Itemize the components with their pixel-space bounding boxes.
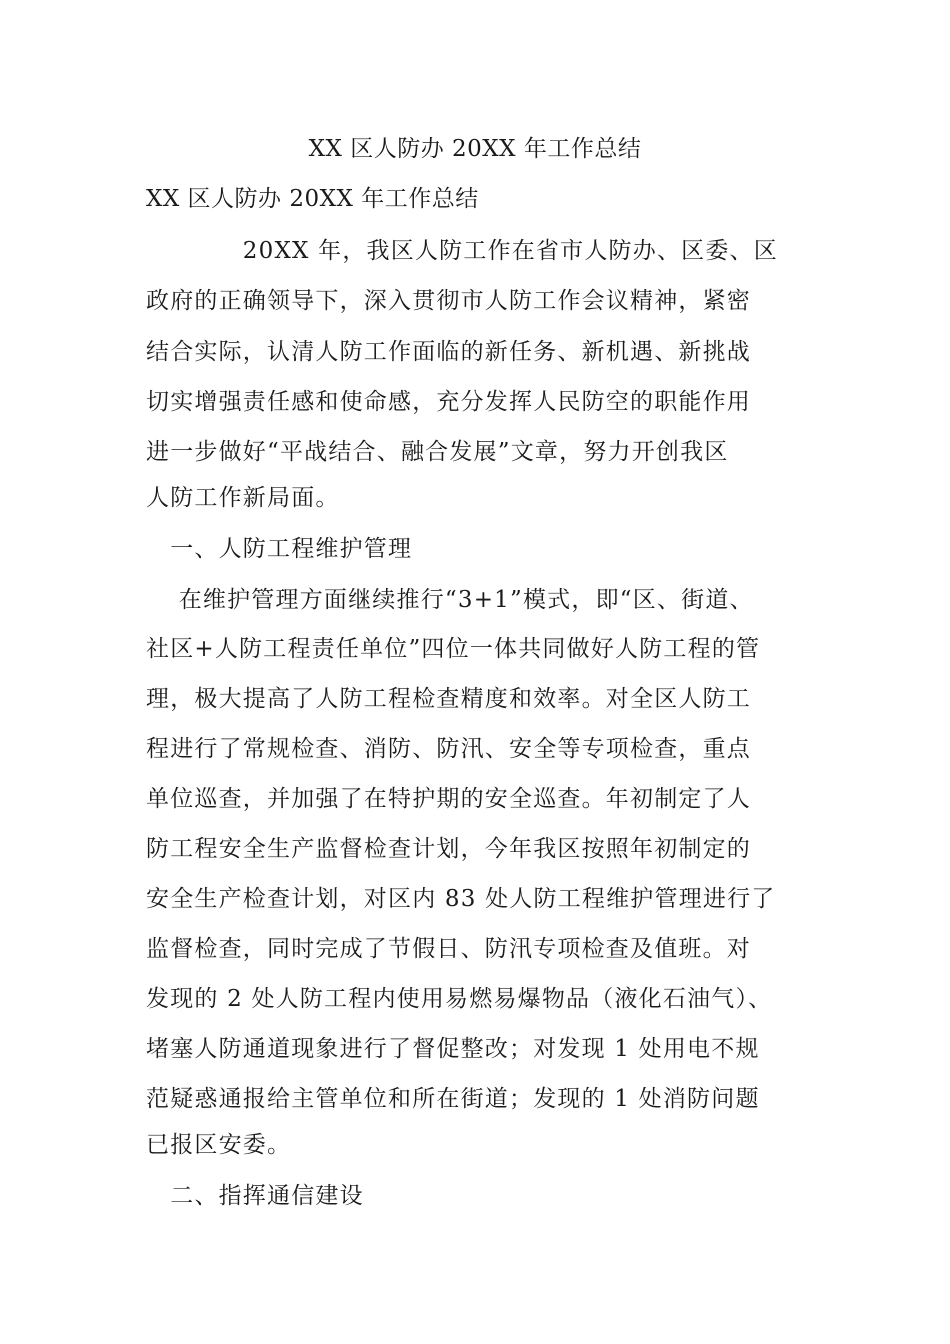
paragraph-line: 20XX 年，我区人防工作在省市人防办、区委、区	[146, 238, 778, 264]
paragraph-line: 程进行了常规检查、消防、防汛、安全等专项检查，重点	[146, 736, 751, 762]
paragraph-line: 监督检查，同时完成了节假日、防汛专项检查及值班。对	[146, 936, 751, 962]
paragraph-line: 防工程安全生产监督检查计划，今年我区按照年初制定的	[146, 836, 751, 862]
document-title: XX 区人防办 20XX 年工作总结	[308, 136, 642, 162]
section-heading: 二、指挥通信建设	[146, 1183, 364, 1209]
paragraph-line: 堵塞人防通道现象进行了督促整改；对发现 1 处用电不规	[146, 1036, 760, 1062]
paragraph-line: 安全生产检查计划，对区内 83 处人防工程维护管理进行了	[146, 886, 776, 912]
paragraph-line: 政府的正确领导下，深入贯彻市人防工作会议精神，紧密	[146, 288, 751, 314]
paragraph-line: 理，极大提高了人防工程检查精度和效率。对全区人防工	[146, 686, 751, 712]
paragraph-line: 进一步做好“平战结合、融合发展”文章，努力开创我区	[146, 439, 729, 465]
paragraph-line: 范疑惑通报给主管单位和所在街道；发现的 1 处消防问题	[146, 1086, 760, 1112]
paragraph-line: 人防工作新局面。	[146, 485, 340, 511]
section-heading: 一、人防工程维护管理	[146, 536, 413, 562]
paragraph-line: 单位巡查，并加强了在特护期的安全巡查。年初制定了人	[146, 786, 751, 812]
paragraph-line: 已报区安委。	[146, 1132, 292, 1158]
paragraph-line: 结合实际，认清人防工作面临的新任务、新机遇、新挑战	[146, 339, 751, 365]
paragraph-line: 发现的 2 处人防工程内使用易燃易爆物品（液化石油气）、	[146, 986, 773, 1012]
document-subtitle: XX 区人防办 20XX 年工作总结	[146, 186, 479, 212]
paragraph-line: 在维护管理方面继续推行“3+1”模式，即“区、街道、	[146, 587, 754, 613]
paragraph-line: 切实增强责任感和使命感，充分发挥人民防空的职能作用	[146, 389, 751, 415]
paragraph-line: 社区+人防工程责任单位”四位一体共同做好人防工程的管	[146, 636, 761, 662]
